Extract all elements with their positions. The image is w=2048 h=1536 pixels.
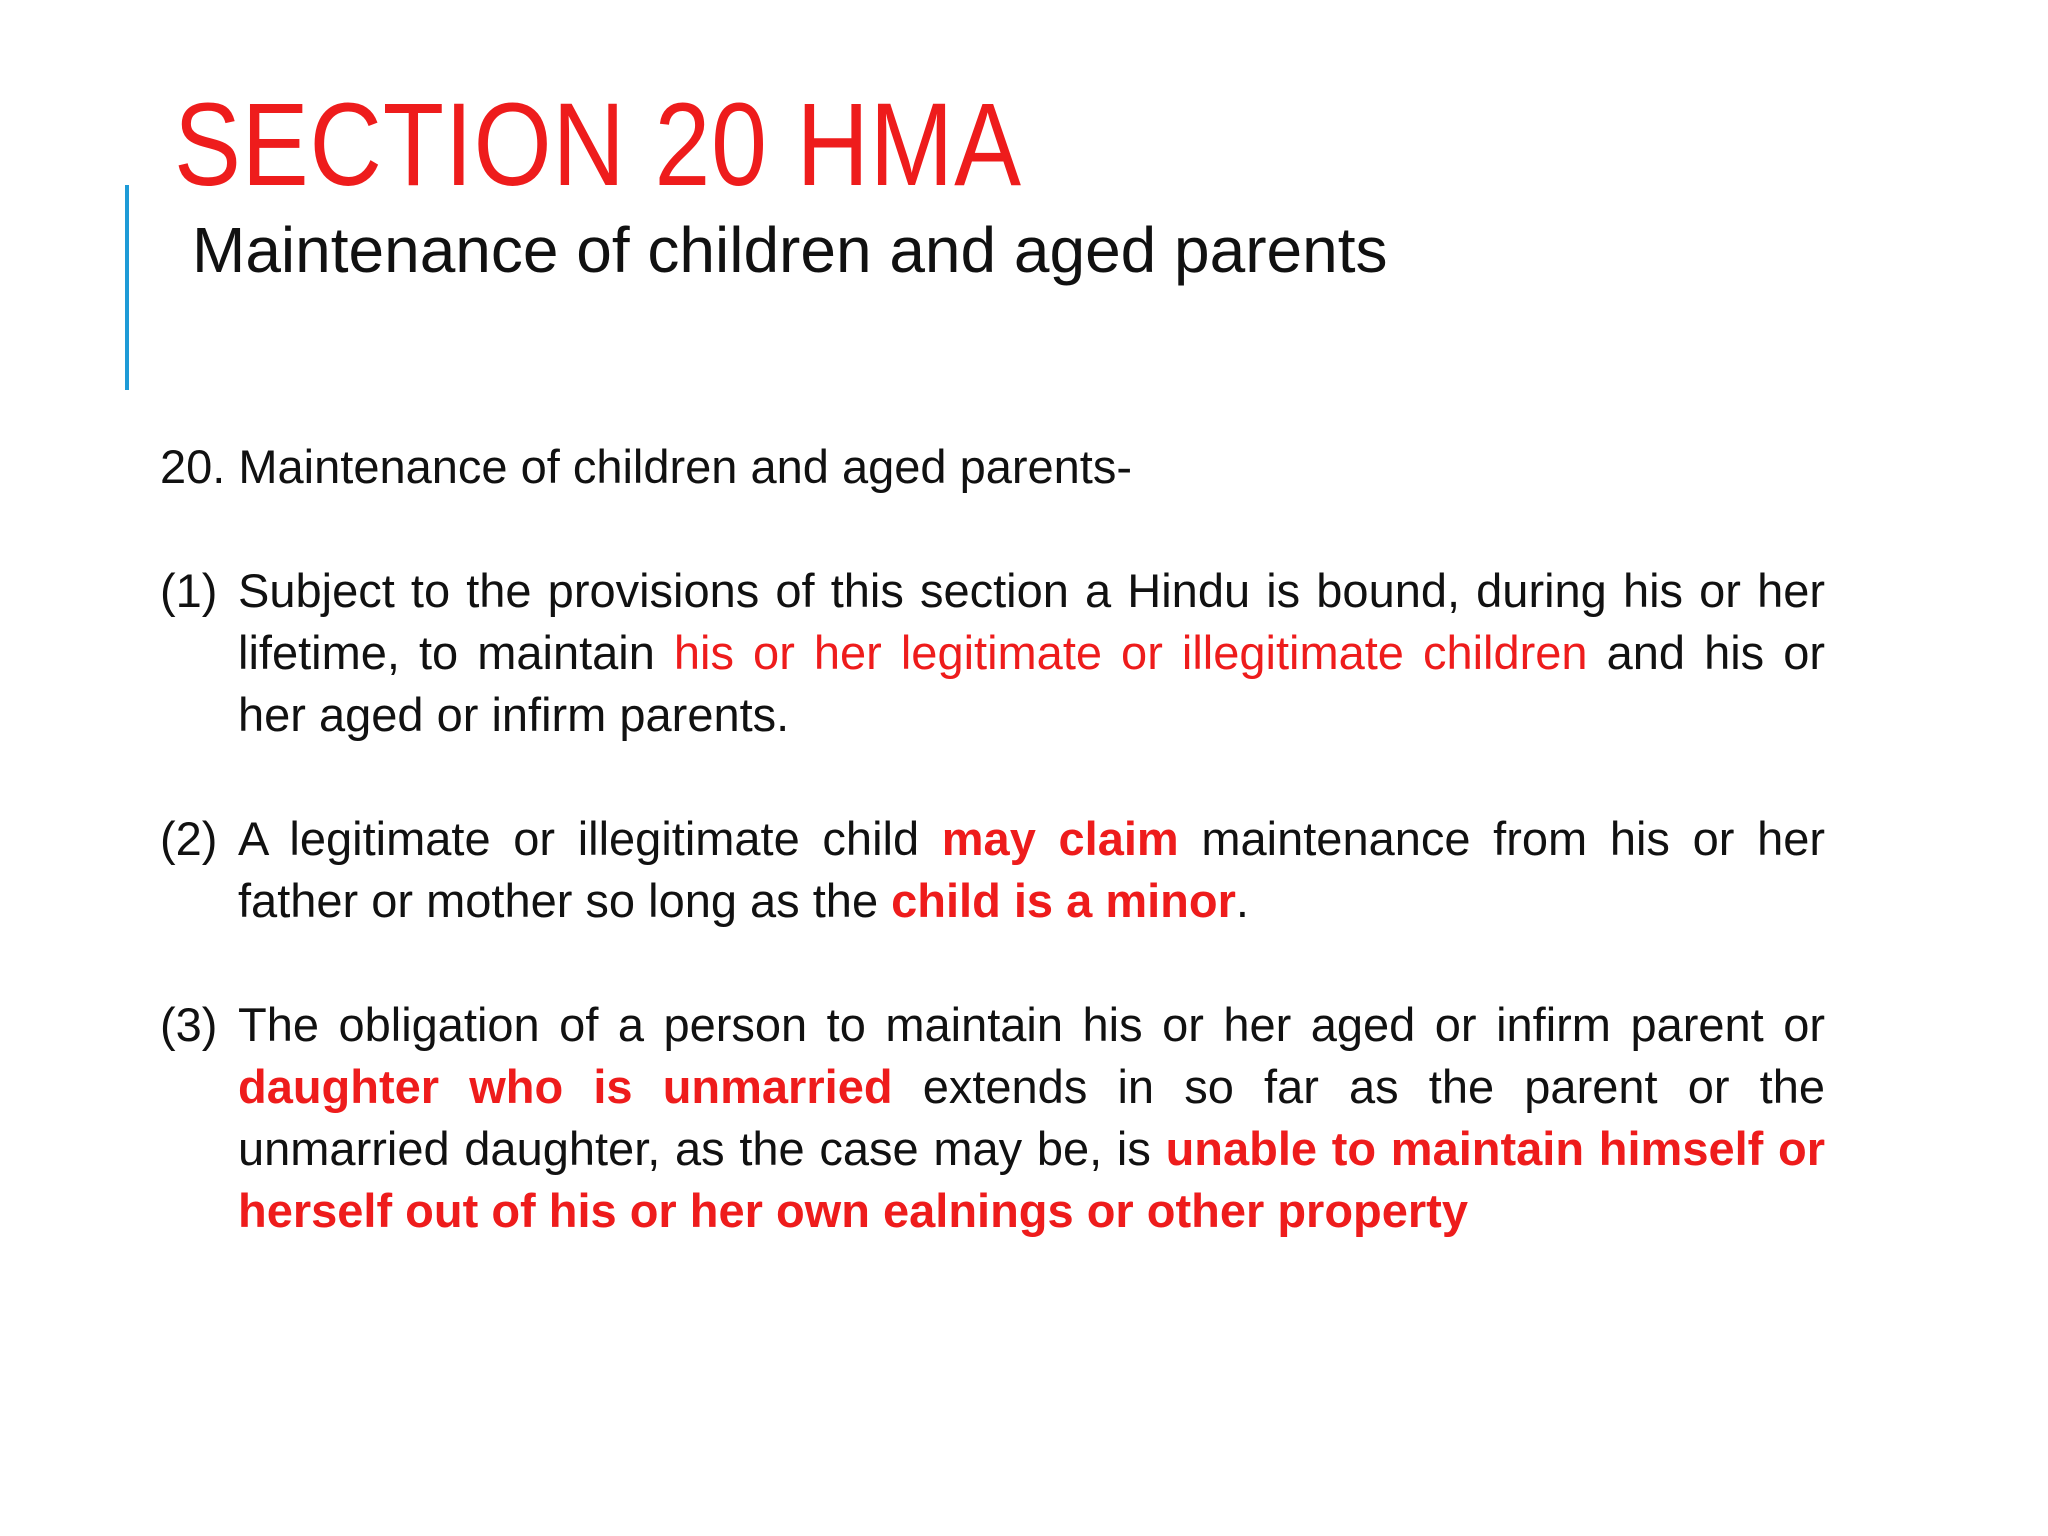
clause-3-highlight-1: daughter who is unmarried [238, 1060, 893, 1113]
clause-2-highlight-2: child is a minor [891, 874, 1236, 927]
slide-title: SECTION 20 HMA [174, 79, 1022, 211]
clause-1-text-2: and his or her aged or infirm parents. [238, 626, 1826, 741]
clause-3-text-2: extends in so far as the parent or the unmarried daughter, as the case may be, is [238, 1060, 1826, 1175]
clause-1-highlight-1: his or her legitimate or illegitimate children [673, 626, 1588, 679]
clause-3 [160, 994, 1825, 1242]
clause-2-text-2: maintenance from his or her father or mother so long as the [238, 812, 1826, 927]
clause-2-number: (2) [160, 812, 218, 865]
clause-2 [160, 808, 1825, 932]
section-heading: 20. Maintenance of children and aged parents- [160, 440, 1132, 493]
clause-2-text-3: . [1235, 874, 1249, 927]
slide-subtitle: Maintenance of children and aged parents [192, 214, 1388, 286]
clause-1 [160, 560, 1825, 746]
accent-bar [125, 185, 129, 390]
clause-1-number: (1) [160, 564, 218, 617]
clause-1-text-1: Subject to the provisions of this section a Hindu is bound, during his or her lifetime, to maintain [238, 564, 1825, 679]
clause-2-text-1: A legitimate or illegitimate child [238, 812, 942, 865]
clause-3-highlight-2: unable to maintain himself or herself out of his or her own ealnings or other property [238, 1122, 1826, 1237]
section-text [160, 436, 1825, 1304]
clause-3-number: (3) [160, 998, 218, 1051]
clause-3-text-1: The obligation of a person to maintain his or her aged or infirm parent or [238, 998, 1825, 1051]
clause-2-highlight-1: may claim [941, 812, 1179, 865]
